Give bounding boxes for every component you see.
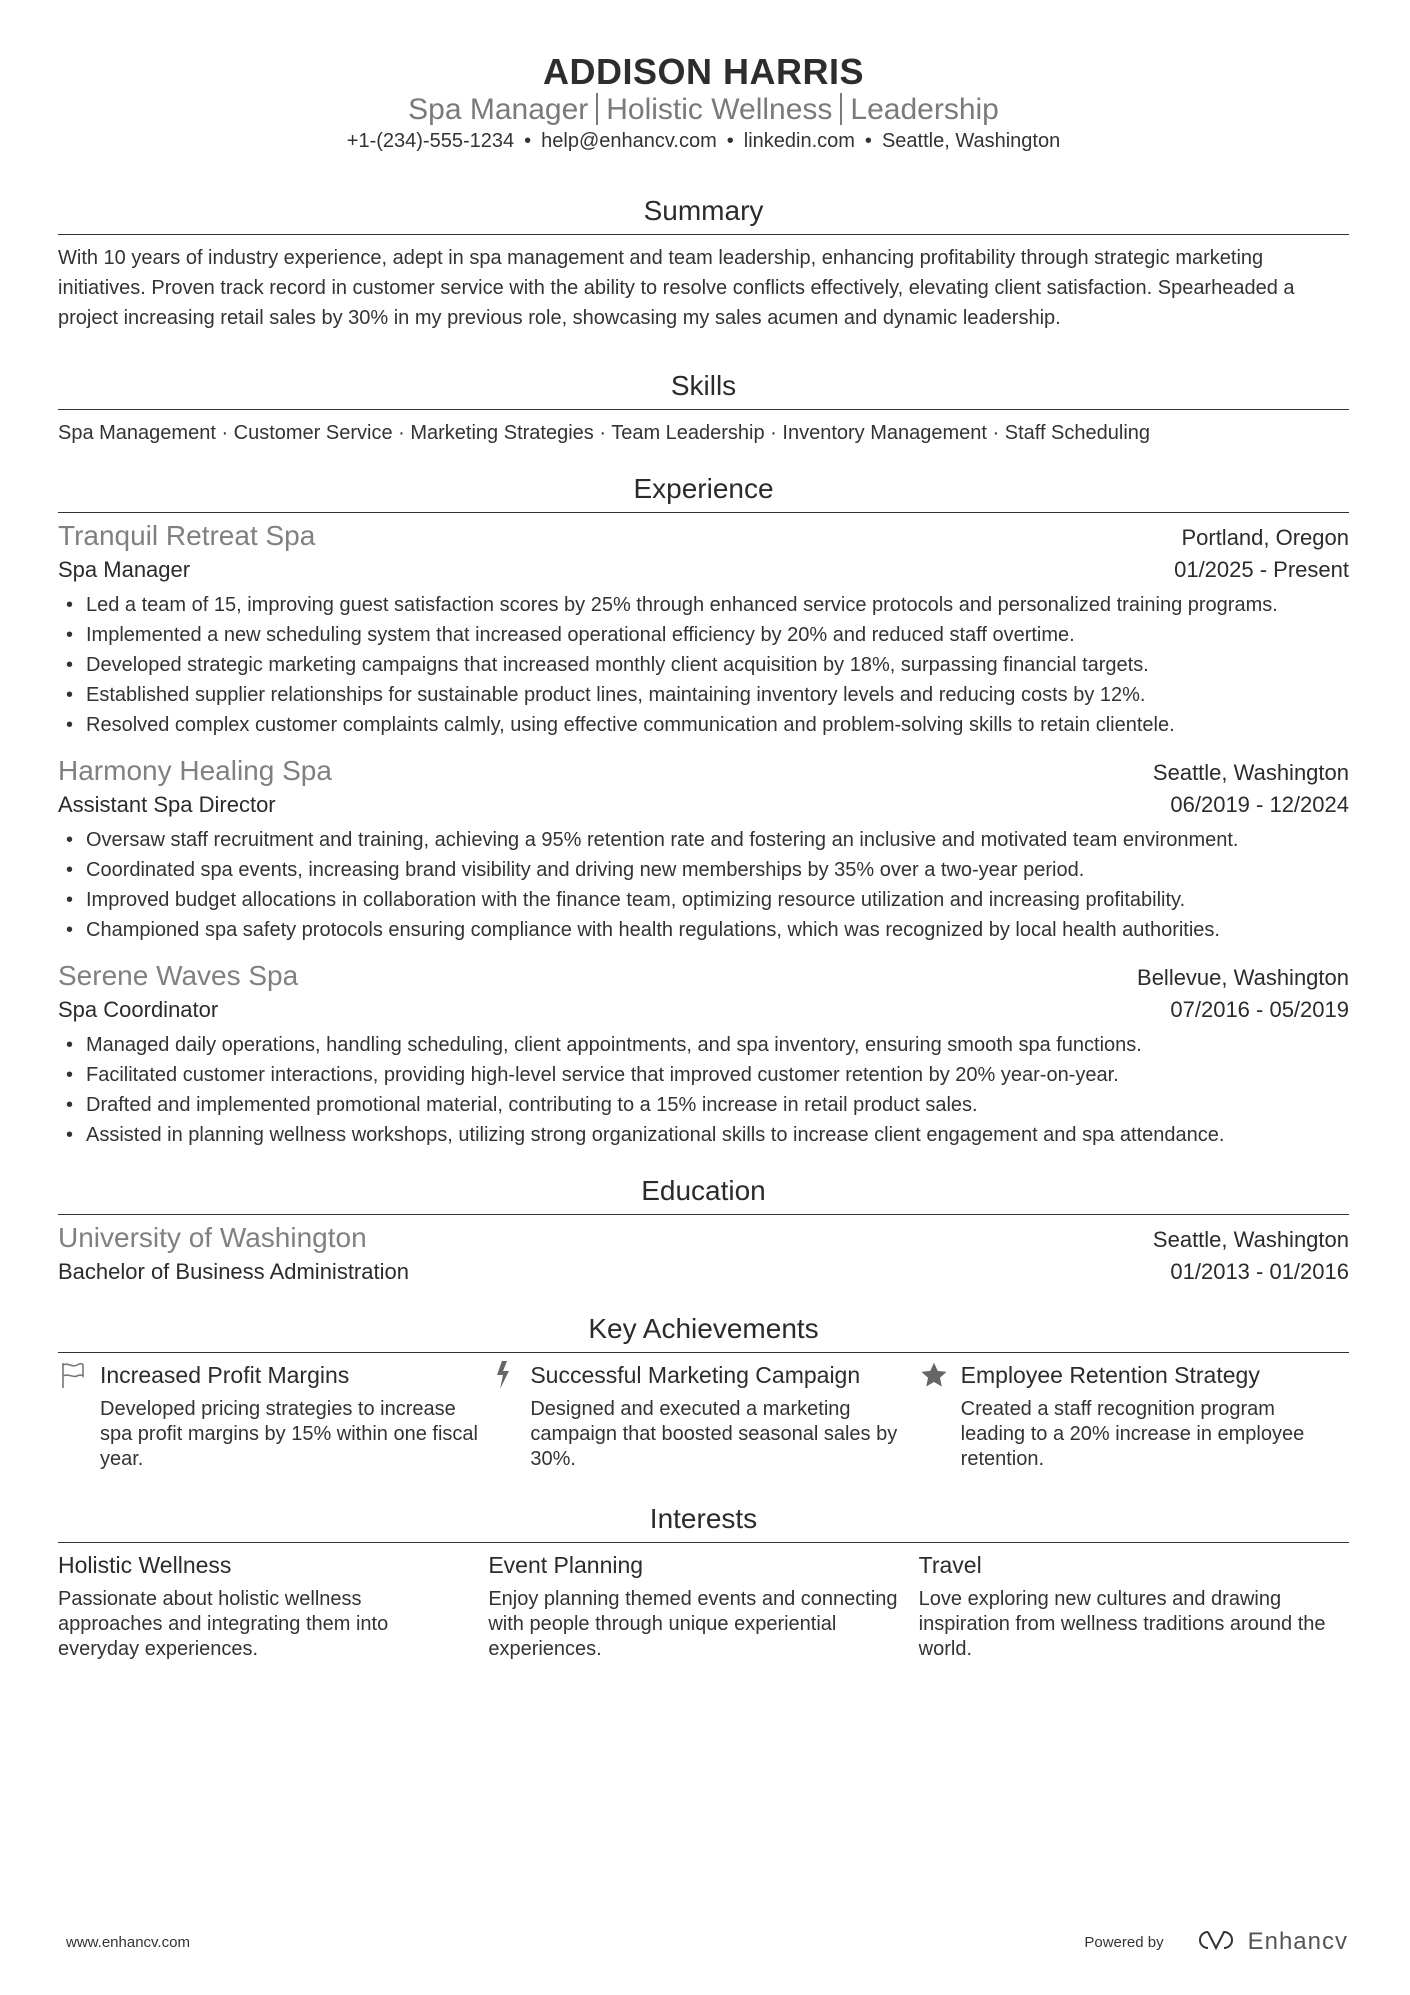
- powered-by: [1084, 1928, 1348, 1956]
- job-entry: [58, 519, 1349, 740]
- linkedin-link[interactable]: linkedin.com: [743, 130, 855, 152]
- job-bullets: [58, 1030, 1349, 1150]
- interest-item: [58, 1549, 488, 1662]
- job-bullet: • Coordinated spa events, increasing brand visibility and driving new memberships by 35% over a two-year period.: [58, 855, 1349, 885]
- interest-title: Travel: [918, 1552, 982, 1578]
- powered-by-label: Powered by: [1084, 1933, 1164, 1951]
- job-entry: [58, 754, 1349, 945]
- interest-item: [919, 1549, 1349, 1662]
- education-entry: [58, 1221, 1349, 1288]
- experience-list: [58, 519, 1349, 1150]
- school-location: Seattle, Washington: [1152, 1227, 1349, 1252]
- job-bullet: • Improved budget allocations in collaboration with the finance team, optimizing resource utilization and increasing profitability.: [58, 885, 1349, 915]
- company-name: Harmony Healing Spa: [58, 755, 332, 786]
- headline-item: Leadership: [850, 93, 999, 126]
- job-bullet: • Developed strategic marketing campaigns that increased monthly client acquisition by 18%, surpassing financial targets.: [58, 650, 1349, 680]
- degree: Bachelor of Business Administration: [58, 1259, 409, 1284]
- lightning-icon: [488, 1361, 518, 1389]
- job-bullet: • Resolved complex customer complaints calmly, using effective communication and problem-solving skills to retain clientele.: [58, 710, 1349, 740]
- section-title-skills: Skills: [58, 369, 1349, 410]
- job-location: Portland, Oregon: [1181, 525, 1349, 550]
- section-title-interests: Interests: [58, 1502, 1349, 1543]
- job-bullet: • Drafted and implemented promotional material, contributing to a 15% increase in retail product sales.: [58, 1090, 1349, 1120]
- job-bullet: • Championed spa safety protocols ensuring compliance with health regulations, which was recognized by local health authorities.: [58, 915, 1349, 945]
- achievement-item: [488, 1359, 918, 1472]
- headline-item: Spa Manager: [408, 93, 589, 126]
- headline: [58, 92, 1349, 128]
- flag-icon: [58, 1361, 88, 1389]
- section-title-summary: Summary: [58, 194, 1349, 235]
- interests-list: [58, 1549, 1349, 1662]
- job-location: Bellevue, Washington: [1137, 965, 1349, 990]
- interest-item: [488, 1549, 918, 1662]
- interest-title: Event Planning: [488, 1552, 644, 1578]
- enhancv-logo-icon: [1194, 1928, 1238, 1956]
- company-name: Serene Waves Spa: [58, 960, 299, 991]
- location: Seattle, Washington: [881, 130, 1061, 152]
- achievement-desc: Developed pricing strategies to increase spa profit margins by 15% within one fiscal year.: [100, 1398, 478, 1470]
- achievement-item: [58, 1359, 488, 1472]
- company-name: Tranquil Retreat Spa: [58, 520, 316, 551]
- job-bullet: • Led a team of 15, improving guest satisfaction scores by 25% through enhanced service protocols and personalized training programs.: [58, 590, 1349, 620]
- education-dates: 01/2013 - 01/2016: [1170, 1259, 1349, 1284]
- job-dates: 06/2019 - 12/2024: [1170, 792, 1349, 817]
- achievement-title: Successful Marketing Campaign: [530, 1362, 861, 1388]
- job-entry: [58, 959, 1349, 1150]
- job-dates: 07/2016 - 05/2019: [1170, 997, 1349, 1022]
- skills-list: Spa Management · Customer Service · Marketing Strategies · Team Leadership · Inventory Management · Staff Scheduling: [58, 422, 1151, 444]
- divider: [596, 93, 598, 125]
- website-link[interactable]: www.enhancv.com: [66, 1933, 190, 1951]
- job-title: Spa Manager: [58, 557, 191, 582]
- job-bullet: • Facilitated customer interactions, providing high-level service that improved customer retention by 20% year-on-year.: [58, 1060, 1349, 1090]
- section-title-experience: Experience: [58, 472, 1349, 513]
- achievement-item: [919, 1359, 1349, 1472]
- job-bullets: [58, 590, 1349, 740]
- resume: [58, 0, 1349, 1662]
- achievement-title: Increased Profit Margins: [100, 1362, 350, 1388]
- section-title-achievements: Key Achievements: [58, 1312, 1349, 1353]
- achievement-title: Employee Retention Strategy: [960, 1362, 1260, 1388]
- job-bullet: • Established supplier relationships for sustainable product lines, maintaining inventory levels and reducing costs by 12%.: [58, 680, 1349, 710]
- divider: [840, 93, 842, 125]
- achievements-list: [58, 1359, 1349, 1472]
- footer: [66, 1928, 1348, 1956]
- achievement-desc: Designed and executed a marketing campaign that boosted seasonal sales by 30%.: [530, 1398, 898, 1470]
- interest-title: Holistic Wellness: [58, 1552, 232, 1578]
- job-bullet: • Managed daily operations, handling scheduling, client appointments, and spa inventory, ensuring smooth spa functions.: [58, 1030, 1349, 1060]
- job-title: Spa Coordinator: [58, 997, 219, 1022]
- achievement-desc: Created a staff recognition program leading to a 20% increase in employee retention.: [960, 1398, 1305, 1470]
- job-bullet: • Implemented a new scheduling system that increased operational efficiency by 20% and reduced staff overtime.: [58, 620, 1349, 650]
- email-link[interactable]: help@enhancv.com: [541, 130, 717, 152]
- interest-desc: Enjoy planning themed events and connecting with people through unique experiential experiences.: [488, 1588, 898, 1660]
- star-icon: [919, 1361, 949, 1389]
- job-dates: 01/2025 - Present: [1174, 557, 1349, 582]
- job-bullet: • Oversaw staff recruitment and training, achieving a 95% retention rate and fostering an inclusive and motivated team environment.: [58, 825, 1349, 855]
- job-bullet: • Assisted in planning wellness workshops, utilizing strong organizational skills to increase client engagement and spa attendance.: [58, 1120, 1349, 1150]
- phone: +1-(234)-555-1234: [346, 130, 515, 152]
- candidate-name: ADDISON HARRIS: [542, 51, 864, 92]
- headline-item: Holistic Wellness: [606, 93, 833, 126]
- interest-desc: Love exploring new cultures and drawing inspiration from wellness traditions around the world.: [918, 1588, 1326, 1660]
- job-bullets: [58, 825, 1349, 945]
- interest-desc: Passionate about holistic wellness approaches and integrating them into everyday experiences.: [58, 1588, 389, 1660]
- job-location: Seattle, Washington: [1152, 760, 1349, 785]
- brand-name: Enhancv: [1247, 1928, 1348, 1955]
- contact-info: +1-(234)-555-1234 • help@enhancv.com • linkedin.com • Seattle, Washington: [346, 130, 1061, 152]
- section-title-education: Education: [58, 1174, 1349, 1215]
- school-name: University of Washington: [58, 1222, 367, 1253]
- job-title: Assistant Spa Director: [58, 792, 276, 817]
- summary-text: With 10 years of industry experience, adept in spa management and team leadership, enhancing profitability through strategic marketing initiatives. Proven track record in customer service with the ability to resolve conflicts effectively, elevating client satisfaction. Spearheaded a project increasing retail sales by 30% in my previous role, showcasing my sales acumen and dynamic leadership.: [58, 247, 1295, 329]
